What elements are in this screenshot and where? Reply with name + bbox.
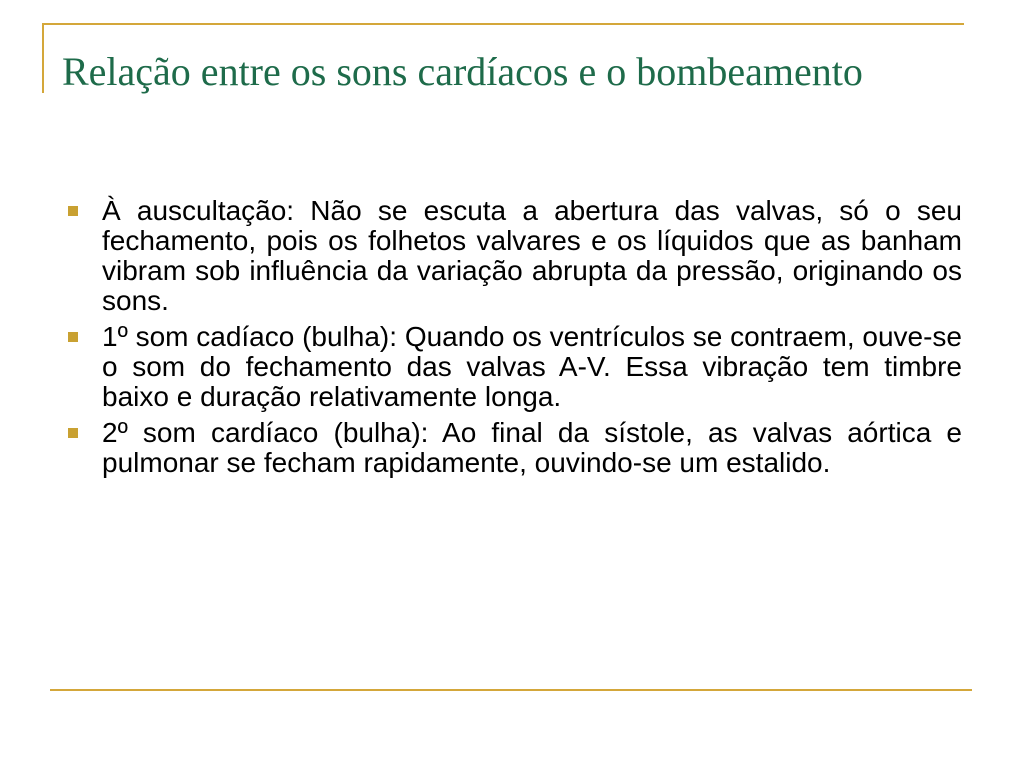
bullet-item-first-sound [68,322,962,412]
bullet-text: 1º som cadíaco (bulha): Quando os ventrículos se contraem, ouve-se o som do fechamento das valvas A-V. Essa vibração tem timbre baixo e duração relativamente longa. [102,321,963,412]
bullet-text: À auscultação: Não se escuta a abertura das valvas, só o seu fechamento, pois os folhetos valvares e os líquidos que as banham vibram sob influência da variação abrupta da pressão, originando os sons. [102,195,962,316]
square-bullet-icon [68,332,78,342]
bullet-text: 2º som cardíaco (bulha): Ao final da sístole, as valvas aórtica e pulmonar se fecham rapidamente, ouvindo-se um estalido. [102,417,962,478]
bullet-list [68,196,962,484]
slide-title: Relação entre os sons cardíacos e o bombeamento [62,49,863,94]
bottom-accent-rule [50,689,972,691]
bullet-item-auscultation [68,196,962,316]
top-accent-rule [42,23,964,25]
bullet-item-second-sound [68,418,962,478]
square-bullet-icon [68,206,78,216]
left-accent-rule [42,23,44,93]
square-bullet-icon [68,428,78,438]
